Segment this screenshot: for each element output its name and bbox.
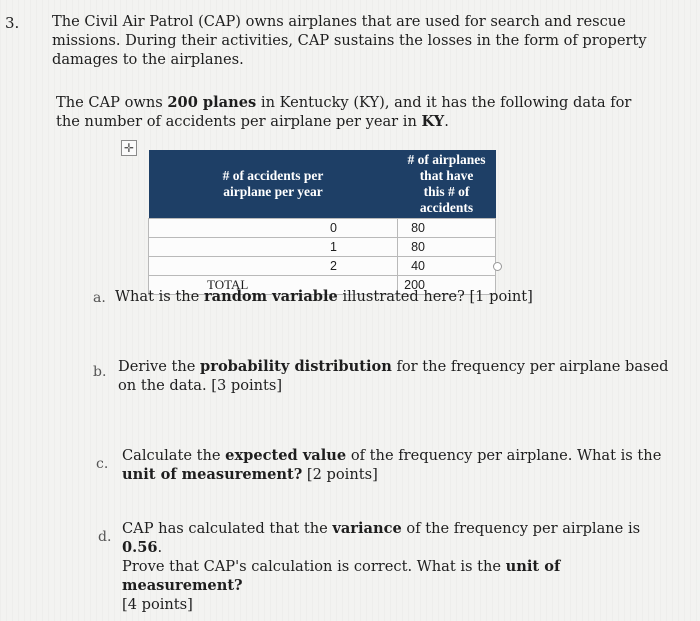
context-line: the number of accidents per airplane per year in KY.	[56, 113, 449, 130]
cell-total-label: TOTAL	[149, 276, 398, 295]
intro-line: damages to the airplanes.	[52, 51, 244, 68]
question-label-b: b.	[93, 364, 107, 380]
cell-accidents: 2	[149, 257, 398, 276]
table-row	[149, 219, 496, 238]
intro-line: The Civil Air Patrol (CAP) owns airplanes that are used for search and rescue	[52, 13, 626, 30]
cell-airplanes: 80	[398, 219, 496, 238]
table-header-row	[149, 150, 496, 219]
table-row	[149, 257, 496, 276]
context-line: The CAP owns 200 planes in Kentucky (KY), and it has the following data for	[56, 94, 632, 111]
accidents-table	[148, 150, 496, 295]
question-b: Derive the probability distribution for the frequency per airplane based on the data. [3 points]	[118, 358, 669, 394]
cell-total-value: 200	[398, 276, 496, 295]
table-resize-handle[interactable]	[493, 262, 502, 271]
column-header-airplanes: # of airplanes that have this # of accidents	[398, 150, 496, 219]
context-paragraph	[56, 93, 656, 131]
cell-airplanes: 80	[398, 238, 496, 257]
intro-paragraph	[52, 12, 672, 69]
table-move-handle-icon[interactable]: ✛	[121, 140, 137, 156]
cell-airplanes: 40	[398, 257, 496, 276]
intro-line: missions. During their activities, CAP sustains the losses in the form of property	[52, 32, 647, 49]
question-label-d: d.	[98, 529, 112, 545]
question-c: Calculate the expected value of the frequency per airplane. What is the unit of measurement? [2 points]	[122, 447, 662, 483]
question-number: 3.	[5, 14, 20, 32]
cell-accidents: 1	[149, 238, 398, 257]
table-row	[149, 238, 496, 257]
question-label-a: a.	[93, 290, 106, 306]
column-header-accidents: # of accidents per airplane per year	[149, 150, 398, 219]
cell-accidents: 0	[149, 219, 398, 238]
question-label-c: c.	[96, 456, 109, 472]
question-d: CAP has calculated that the variance of the frequency per airplane is 0.56. Prove that CAP's calculation is correct. What is the unit of measurement? [4 points]	[122, 520, 641, 613]
question-a: What is the random variable illustrated here? [1 point]	[115, 288, 533, 305]
